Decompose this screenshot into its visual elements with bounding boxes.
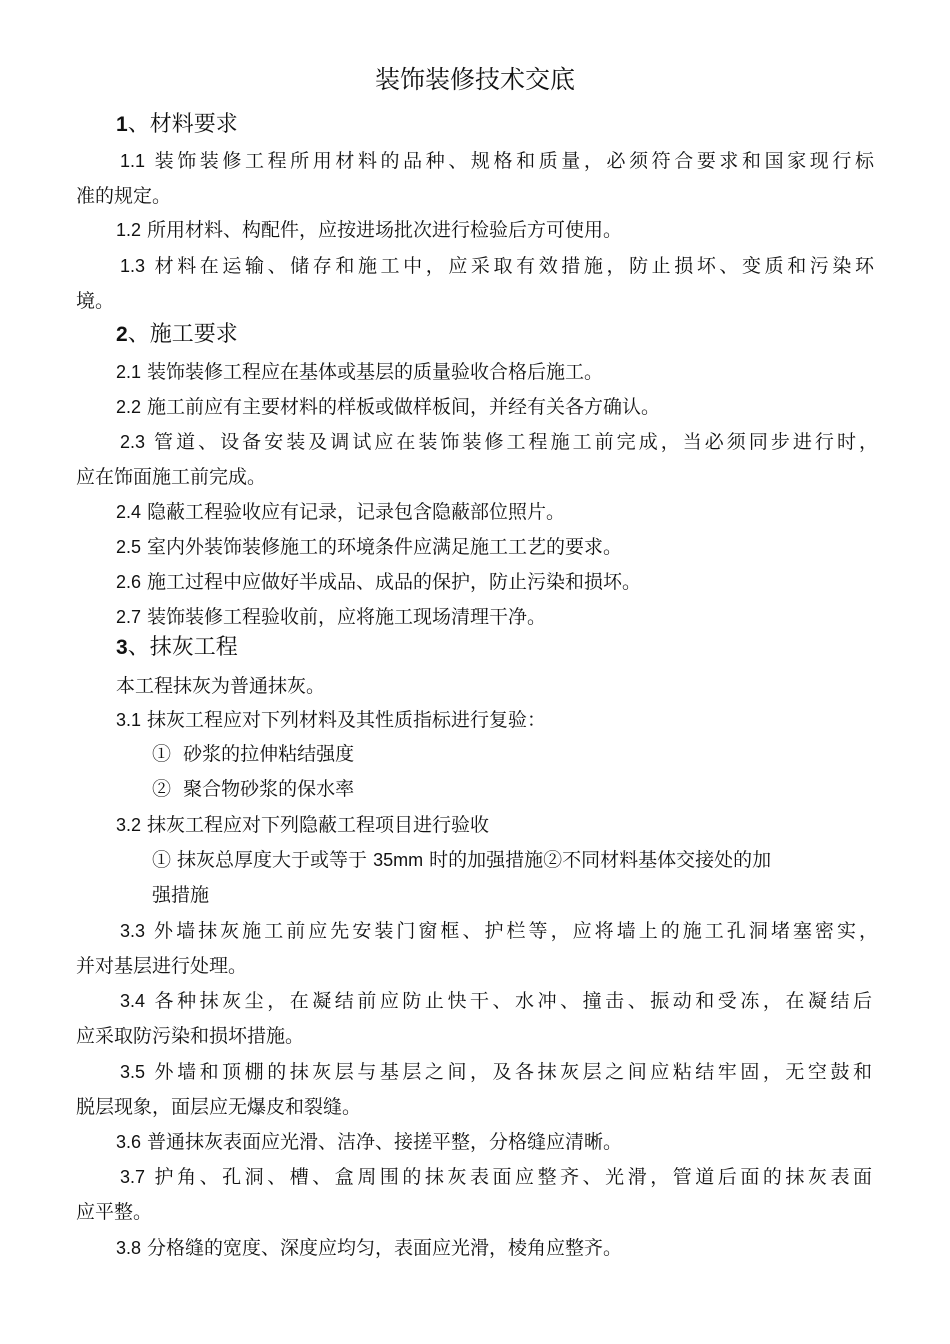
item-number: 2.5 <box>116 537 142 557</box>
list-item-3-2 <box>116 811 489 839</box>
item-text: 外墙和顶棚的抹灰层与基层之间，及各抹灰层之间应粘结牢固，无空鼓和 <box>151 1061 872 1083</box>
list-item-2-3-cont: 应在饰面施工前完成。 <box>76 466 267 488</box>
section-intro: 本工程抹灰为普通抹灰。 <box>116 675 326 697</box>
item-number: 2.2 <box>116 397 142 417</box>
item-text: 聚合物砂浆的保水率 <box>183 778 355 800</box>
list-item-3-7-cont: 应平整。 <box>76 1201 153 1223</box>
item-text: 施工前应有主要材料的样板或做样板间，并经有关各方确认。 <box>147 396 661 418</box>
circled-number-2: ② <box>152 778 172 800</box>
item-text: 隐蔽工程验收应有记录，记录包含隐蔽部位照片。 <box>147 501 566 523</box>
list-item-1-3-cont: 境。 <box>76 290 115 312</box>
item-number: 2.4 <box>116 502 142 522</box>
list-item-3-3-cont: 并对基层进行处理。 <box>76 955 248 977</box>
list-item-2-5 <box>116 533 622 561</box>
item-number: 2.6 <box>116 572 142 592</box>
item-text: 外墙抹灰施工前应先安装门窗框、护栏等，应将墙上的施工孔洞堵塞密实， <box>151 920 878 942</box>
list-item-1-1-cont: 准的规定。 <box>76 185 172 207</box>
circled-number-1: ① <box>152 743 172 765</box>
item-text: 装饰装修工程验收前，应将施工现场清理干净。 <box>147 606 547 628</box>
section-title: 、材料要求 <box>127 112 238 137</box>
list-item-3-7 <box>120 1163 872 1191</box>
document-title: 装饰装修技术交底 <box>374 65 575 94</box>
list-item-3-1 <box>116 706 546 734</box>
section-title: 、抹灰工程 <box>127 635 238 660</box>
list-item-1-3 <box>120 252 874 280</box>
section-number: 1 <box>116 113 128 136</box>
item-text: 所用材料、构配件，应按进场批次进行检验后方可使用。 <box>147 219 623 241</box>
item-text: 装饰装修工程所用材料的品种、规格和质量，必须符合要求和国家现行标 <box>151 150 874 172</box>
section-title: 、施工要求 <box>127 322 238 347</box>
sub-item-3-2-line1 <box>152 846 771 874</box>
item-number: 1.2 <box>116 220 142 240</box>
list-item-3-6 <box>116 1128 622 1156</box>
item-number: 3.6 <box>116 1132 142 1152</box>
list-item-2-1 <box>116 358 603 386</box>
item-number: 2.1 <box>116 362 142 382</box>
section-heading-3 <box>116 633 238 663</box>
item-number: 1.3 <box>120 256 146 276</box>
item-text: 施工过程中应做好半成品、成品的保护，防止污染和损坏。 <box>147 571 642 593</box>
section-heading-2 <box>116 320 238 350</box>
sub-item-3-1-b <box>152 775 354 803</box>
list-item-2-4 <box>116 498 565 526</box>
item-text: 分格缝的宽度、深度应均匀，表面应光滑，棱角应整齐。 <box>147 1237 623 1259</box>
item-text: 装饰装修工程应在基体或基层的质量验收合格后施工。 <box>147 361 604 383</box>
list-item-1-2 <box>116 216 622 244</box>
item-number: 3.1 <box>116 710 142 730</box>
item-text: 室内外装饰装修施工的环境条件应满足施工工艺的要求。 <box>147 536 623 558</box>
section-heading-1 <box>116 110 238 140</box>
item-measurement: 35mm <box>373 850 424 870</box>
list-item-3-5 <box>120 1058 872 1086</box>
item-number: 2.3 <box>120 432 146 452</box>
list-item-3-4 <box>120 987 872 1015</box>
item-text: 护角、孔洞、槽、盒周围的抹灰表面应整齐、光滑，管道后面的抹灰表面 <box>151 1166 872 1188</box>
item-text: 管道、设备安装及调试应在装饰装修工程施工前完成，当必须同步进行时， <box>151 431 878 453</box>
list-item-3-5-cont: 脱层现象，面层应无爆皮和裂缝。 <box>76 1096 362 1118</box>
sub-item-3-1-a <box>152 740 354 768</box>
item-number: 3.3 <box>120 921 146 941</box>
list-item-1-1 <box>120 147 874 175</box>
item-number: 1.1 <box>120 151 146 171</box>
item-number: 3.7 <box>120 1167 146 1187</box>
item-number: 3.2 <box>116 815 142 835</box>
sub-item-3-2-line2: 强措施 <box>152 884 210 906</box>
list-item-2-2 <box>116 393 660 421</box>
item-text: 抹灰工程应对下列材料及其性质指标进行复验： <box>147 709 547 731</box>
item-text: 时的加强措施②不同材料基体交接处的加 <box>423 849 772 871</box>
item-text: 抹灰工程应对下列隐蔽工程项目进行验收 <box>147 814 490 836</box>
item-number: 3.5 <box>120 1062 146 1082</box>
list-item-2-7 <box>116 603 546 631</box>
item-text: 普通抹灰表面应光滑、洁净、接搓平整，分格缝应清晰。 <box>147 1131 623 1153</box>
list-item-3-3 <box>120 917 878 945</box>
item-text: 砂浆的拉伸粘结强度 <box>183 743 355 765</box>
list-item-2-6 <box>116 568 641 596</box>
section-number: 2 <box>116 323 128 346</box>
section-number: 3 <box>116 636 128 659</box>
item-text: 各种抹灰尘，在凝结前应防止快干、水冲、撞击、振动和受冻，在凝结后 <box>151 990 872 1012</box>
item-number: 2.7 <box>116 607 142 627</box>
item-text: 材料在运输、储存和施工中，应采取有效措施，防止损坏、变质和污染环 <box>151 255 874 277</box>
item-text: ① 抹灰总厚度大于或等于 <box>152 849 374 871</box>
list-item-3-4-cont: 应采取防污染和损坏措施。 <box>76 1025 305 1047</box>
list-item-3-8 <box>116 1234 622 1262</box>
item-number: 3.8 <box>116 1238 142 1258</box>
list-item-2-3 <box>120 428 878 456</box>
item-number: 3.4 <box>120 991 146 1011</box>
